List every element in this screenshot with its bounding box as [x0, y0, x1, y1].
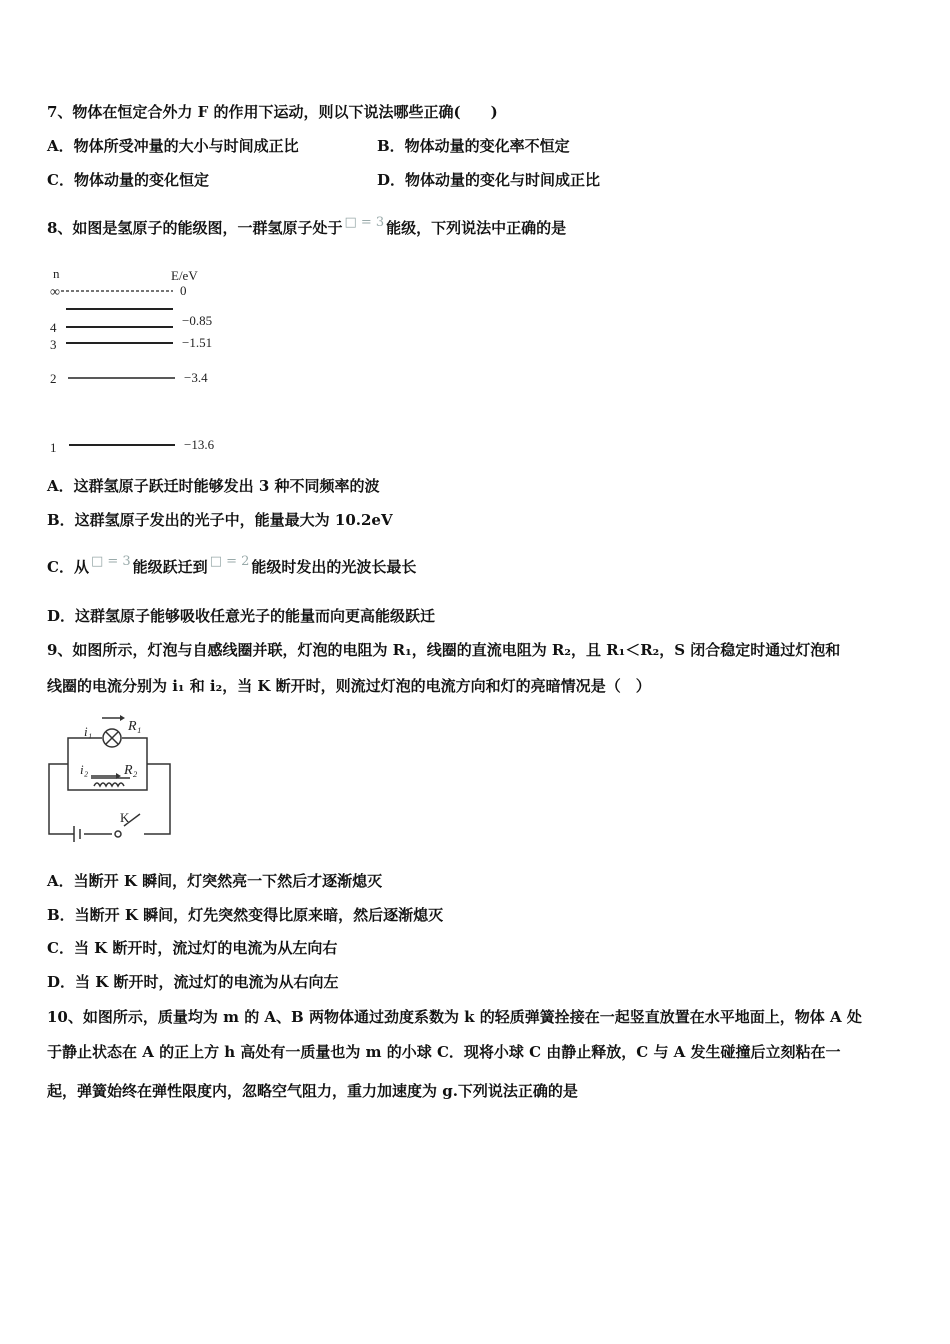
q9-option-b: B．当断开 K 瞬间，灯先突然变得比原来暗，然后逐渐熄灭	[47, 906, 444, 924]
switch-k-label: K	[120, 810, 130, 825]
i2-label: i₂	[80, 762, 89, 777]
level-e-label: −1.51	[182, 335, 213, 350]
q7-option-d: D．物体动量的变化与时间成正比	[377, 171, 601, 189]
formula-n2: □ = 2	[209, 554, 250, 569]
q9-option-c: C．当 K 断开时，流过灯的电流为从左向右	[47, 939, 338, 957]
q8-stem	[47, 215, 567, 240]
q10-stem-line1: 10、如图所示，质量均为 m 的 A、B 两物体通过劲度系数为 k 的轻质弹簧拴接在一起竖直放置在水平地面上，物体 A 处	[47, 1008, 862, 1026]
q9-stem-line1: 9、如图所示，灯泡与自感线圈并联，灯泡的电阻为 R₁，线圈的直流电阻为 R₂，且 R₁＜R₂，S 闭合稳定时通过灯泡和	[47, 641, 841, 659]
level-n-label: 2	[50, 371, 57, 386]
formula-n3: □ = 3	[344, 215, 385, 230]
energy-axis-label: E/eV	[171, 268, 198, 283]
q8-option-d: D．这群氢原子能够吸收任意光子的能量而向更高能级跃迁	[47, 607, 436, 625]
i1-label: i₁	[84, 724, 93, 739]
level-n-label: ∞	[50, 285, 60, 300]
q8-option-c-text: C．从	[47, 558, 89, 576]
r1-label: R₁	[128, 719, 142, 734]
level-e-label: −3.4	[184, 370, 208, 385]
q8-stem-text2: 能级，下列说法中正确的是	[386, 219, 567, 237]
q7-option-b: B．物体动量的变化率不恒定	[377, 137, 570, 155]
q10-stem-line2: 于静止状态在 A 的正上方 h 高处有一质量也为 m 的小球 C．现将小球 C 由静止释放，C 与 A 发生碰撞后立刻粘在一	[47, 1043, 841, 1061]
q8-option-c-text3: 能级时发出的光波长最长	[251, 558, 417, 576]
formula-n3: □ = 3	[90, 554, 131, 569]
q8-option-b: B．这群氢原子发出的光子中，能量最大为 10.2eV	[47, 511, 393, 529]
q8-stem-text: 8、如图是氢原子的能级图，一群氢原子处于	[47, 219, 343, 237]
q9-option-d: D．当 K 断开时，流过灯的电流为从右向左	[47, 973, 339, 991]
level-e-label: −0.85	[182, 313, 213, 328]
circuit-diagram	[44, 706, 184, 856]
q8-option-c-text2: 能级跃迁到	[132, 558, 208, 576]
q7-stem: 7、物体在恒定合外力 F 的作用下运动，则以下说法哪些正确( )	[47, 103, 498, 121]
q8-option-a: A．这群氢原子跃迁时能够发出 3 种不同频率的波	[47, 477, 380, 495]
level-e-label: 0	[180, 283, 187, 298]
q8-option-c	[47, 554, 417, 579]
q7-option-a: A．物体所受冲量的大小与时间成正比	[47, 137, 299, 155]
q10-stem-line3: 起，弹簧始终在弹性限度内，忽略空气阻力，重力加速度为 g.下列说法正确的是	[47, 1082, 578, 1100]
level-n-label: 4	[50, 320, 57, 335]
q9-option-a: A．当断开 K 瞬间，灯突然亮一下然后才逐渐熄灭	[47, 872, 383, 890]
q7-option-c: C．物体动量的变化恒定	[47, 171, 209, 189]
level-n-label: 1	[50, 440, 57, 455]
n-axis-label: n	[53, 266, 60, 281]
energy-level-diagram	[45, 262, 235, 462]
q9-stem-line2: 线圈的电流分别为 i₁ 和 i₂，当 K 断开时，则流过灯泡的电流方向和灯的亮暗情况是（ ）	[47, 677, 651, 695]
level-e-label: −13.6	[184, 437, 215, 452]
level-n-label: 3	[50, 337, 57, 352]
r2-label: R₂	[124, 763, 138, 778]
